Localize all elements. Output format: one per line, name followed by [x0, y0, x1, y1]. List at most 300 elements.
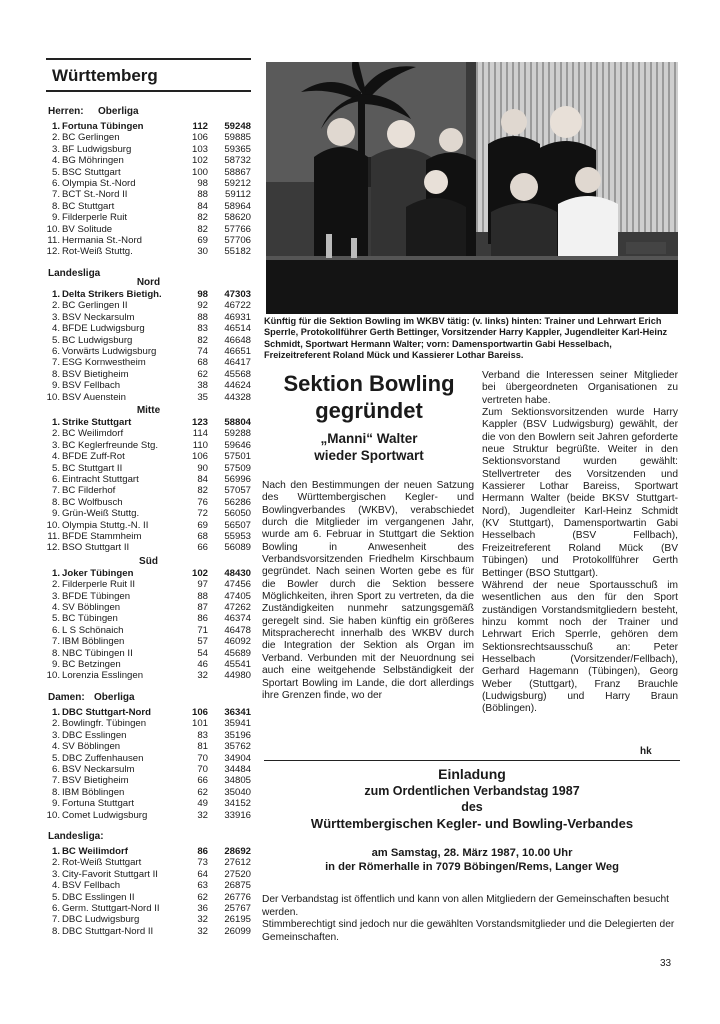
pins-cell: 26875: [224, 880, 251, 892]
rank-cell: 5.: [51, 613, 60, 625]
rank-cell: 8.: [51, 368, 60, 380]
table-row: [46, 235, 251, 246]
article-paragraph: Zum Sektionsvorsitzenden wurde Harry Kappler (BSV Ludwigsburg) gewählt, der die von den Bowlern seit Jahren geforderte neue Struktur begrüßte. Weiter in den Sektionsvorstand wurden gewählt: Stellvertreter des Vorsitzenden und Kassierer Lothar Bareiss, Sportwart Hermann Walter (beide BKSV Stuttgart-Nord), Jugendleiter Karl-Heinz Schmidt (KV Stuttgart), Damensportwartin Gabi Hesselbach (BSV Fellbach), Freizeitreferent Roland Mück (BV Tübingen) und Protokollführer Gerth Bettinger (BSO Stuttgart).: [482, 407, 678, 579]
points-cell: 98: [197, 178, 208, 190]
pins-cell: 47262: [224, 602, 251, 614]
points-cell: 86: [197, 613, 208, 625]
points-cell: 32: [197, 809, 208, 821]
landesliga-heading: [46, 268, 251, 281]
invitation-title: Einladung: [438, 766, 506, 782]
points-cell: 98: [197, 288, 208, 300]
table-row: [46, 300, 251, 311]
points-cell: 32: [197, 925, 208, 937]
rank-cell: 9.: [51, 380, 60, 392]
pins-cell: 56050: [224, 508, 251, 520]
page-number: 33: [660, 958, 672, 969]
pins-cell: 44328: [224, 391, 251, 403]
points-cell: 102: [191, 567, 208, 579]
pins-cell: 34484: [224, 763, 251, 775]
team-name-cell: BFDE Stammheim: [62, 531, 142, 542]
points-cell: 54: [197, 647, 208, 659]
points-cell: 86: [197, 845, 208, 857]
invitation-text: [262, 894, 682, 944]
pins-cell: 56089: [224, 542, 251, 554]
team-name-cell: Rot-Weiß Stuttgart: [62, 857, 142, 869]
pins-cell: 27612: [224, 857, 251, 869]
rank-cell: 9.: [51, 798, 60, 810]
article-headline: [262, 370, 476, 424]
table-row: [46, 670, 251, 681]
pins-cell: 58620: [224, 212, 251, 224]
invitation-line-4: Württembergischen Kegler- und Bowling-Verbandes: [310, 816, 634, 831]
team-name-cell: City-Favorit Stuttgart II: [62, 868, 158, 880]
team-name-cell: SV Böblingen: [62, 741, 121, 753]
rank-cell: 7.: [51, 189, 60, 201]
landesliga-sued-table: [46, 568, 251, 682]
headline-line-2: gegründet: [315, 398, 423, 423]
article-paragraph: Während der neue Sportausschuß im wesentlichen aus den für den Sport zuständigen Vorstandsmitgliedern besteht, hinzu kommt noch der Trainer und Lehrwart Erich Sperrle, gehören dem Sektionsrechtsausschuß an: Peter Hesselbach (Vorsitzender/Fellbach), Gerhard Hagemann (Tübingen), Georg Weber (Stuttgart), Franz Brauchle (Ludwigsburg) und Harry Braun (Böblingen).: [482, 579, 678, 715]
team-name-cell: BF Ludwigsburg: [62, 143, 132, 155]
pins-cell: 57501: [224, 451, 251, 463]
rank-cell: 2.: [51, 428, 60, 440]
points-cell: 46: [197, 659, 208, 671]
rank-cell: 4.: [51, 451, 60, 463]
team-name-cell: Hermania St.-Nord: [62, 235, 142, 247]
team-name-cell: BC Ludwigsburg: [62, 334, 133, 346]
team-name-cell: Joker Tübingen: [62, 567, 134, 579]
table-row: [46, 520, 251, 531]
herren-label: Herren:: [48, 106, 84, 117]
team-name-cell: BC Stuttgart: [62, 200, 115, 212]
pins-cell: 59885: [224, 132, 251, 144]
landesliga-label: Landesliga: [48, 267, 101, 279]
invitation-block: [262, 766, 682, 874]
points-cell: 112: [192, 121, 208, 132]
table-row: [46, 775, 251, 786]
points-cell: 106: [191, 132, 208, 144]
team-name-cell: Lorenzia Esslingen: [62, 670, 144, 682]
team-name-cell: Filderperle Ruit: [62, 212, 128, 224]
rank-cell: 3.: [51, 590, 60, 602]
points-cell: 90: [197, 462, 208, 474]
pins-cell: 46651: [224, 345, 251, 357]
pins-cell: 36341: [224, 706, 251, 718]
league-tables: [46, 58, 251, 939]
team-name-cell: IBM Böblingen: [62, 786, 125, 798]
table-row: [46, 914, 251, 925]
points-cell: 57: [197, 636, 208, 648]
rank-cell: 6.: [51, 763, 60, 775]
table-row: [46, 369, 251, 380]
table-row: [46, 474, 251, 485]
points-cell: 87: [197, 602, 208, 614]
pins-cell: 35941: [224, 718, 251, 730]
team-name-cell: Grün-Weiß Stuttg.: [62, 508, 140, 520]
pins-cell: 46514: [224, 323, 251, 335]
table-row: [46, 531, 251, 542]
article-subhead: [262, 430, 476, 464]
table-row: [46, 201, 251, 212]
rank-cell: 2.: [51, 579, 60, 591]
pins-cell: 57509: [224, 462, 251, 474]
rank-cell: 3.: [51, 439, 60, 451]
pins-cell: 44980: [224, 670, 251, 682]
rank-cell: 1.: [51, 416, 60, 428]
rank-cell: 1.: [51, 845, 60, 857]
points-cell: 32: [197, 670, 208, 682]
damen-oberliga-label: Oberliga: [94, 691, 135, 703]
points-cell: 101: [191, 718, 208, 730]
damen-landesliga-table: [46, 846, 251, 937]
table-row: [46, 636, 251, 647]
team-name-cell: BFDE Ludwigsburg: [62, 323, 145, 335]
rank-cell: 3.: [51, 143, 60, 155]
table-row: [46, 178, 251, 189]
points-cell: 83: [197, 729, 208, 741]
points-cell: 36: [197, 902, 208, 914]
article-paragraph: Verband die Interessen seiner Mitglieder bei übergeordneten Organisationen zu vertreten habe.: [482, 370, 678, 406]
rank-cell: 6.: [51, 902, 60, 914]
pins-cell: 58804: [224, 416, 251, 428]
pins-cell: 44624: [224, 380, 251, 392]
team-name-cell: Comet Ludwigsburg: [62, 809, 148, 821]
points-cell: 73: [197, 857, 208, 869]
team-name-cell: Fortuna Stuttgart: [62, 798, 134, 810]
team-name-cell: NBC Tübingen II: [62, 647, 133, 659]
rank-cell: 6.: [51, 178, 60, 190]
damen-label: Damen:: [48, 691, 85, 703]
pins-cell: 47303: [224, 288, 251, 300]
rank-cell: 1.: [51, 288, 60, 300]
pins-cell: 46478: [224, 624, 251, 636]
table-row: [46, 392, 251, 403]
points-cell: 106: [191, 451, 208, 463]
table-row: [46, 246, 251, 257]
points-cell: 88: [197, 189, 208, 201]
team-name-cell: BSV Fellbach: [62, 880, 121, 892]
rank-cell: 12.: [46, 246, 60, 258]
points-cell: 88: [197, 311, 208, 323]
table-row: [46, 892, 251, 903]
rank-cell: 8.: [51, 647, 60, 659]
damen-landesliga-label: Landesliga:: [48, 830, 104, 842]
points-cell: 32: [197, 914, 208, 926]
team-name-cell: BFDE Tübingen: [62, 590, 131, 602]
rank-cell: 1.: [51, 706, 60, 718]
team-name-cell: BC Gerlingen II: [62, 300, 128, 312]
damen-oberliga-table: [46, 707, 251, 821]
pins-cell: 58964: [224, 200, 251, 212]
points-cell: 35: [197, 391, 208, 403]
pins-cell: 26195: [224, 914, 251, 926]
points-cell: 114: [192, 428, 208, 440]
team-name-cell: BSV Fellbach: [62, 380, 121, 392]
pins-cell: 57057: [224, 485, 251, 497]
team-name-cell: Rot-Weiß Stuttg.: [62, 246, 133, 258]
rank-cell: 3.: [51, 311, 60, 323]
table-row: [46, 189, 251, 200]
rank-cell: 9.: [51, 508, 60, 520]
team-name-cell: Fortuna Tübingen: [62, 121, 144, 132]
damen-landesliga-heading: [46, 831, 251, 844]
pins-cell: 55953: [224, 531, 251, 542]
team-name-cell: BC Wolfbusch: [62, 496, 123, 508]
table-row: [46, 602, 251, 613]
points-cell: 81: [197, 741, 208, 753]
group-photo: [266, 62, 678, 314]
table-row: [46, 787, 251, 798]
team-name-cell: Filderperle Ruit II: [62, 579, 136, 591]
team-name-cell: Strike Stuttgart: [62, 416, 132, 428]
table-row: [46, 463, 251, 474]
points-cell: 69: [197, 519, 208, 531]
table-row: [46, 357, 251, 368]
landesliga-nord-table: [46, 289, 251, 403]
rank-cell: 12.: [46, 542, 60, 554]
team-name-cell: DBC Esslingen: [62, 729, 127, 741]
points-cell: 66: [197, 775, 208, 787]
pins-cell: 58867: [224, 166, 251, 178]
points-cell: 84: [197, 200, 208, 212]
rank-cell: 10.: [46, 391, 60, 403]
pins-cell: 46648: [224, 334, 251, 346]
table-row: [46, 212, 251, 223]
rank-cell: 10.: [46, 223, 60, 235]
team-name-cell: BC Filderhof: [62, 485, 116, 497]
table-row: [46, 224, 251, 235]
team-name-cell: BCT St.-Nord II: [62, 189, 128, 201]
rank-cell: 8.: [51, 496, 60, 508]
article-body-left: Nach den Bestimmungen der neuen Satzung des Württembergischen Kegler- und Bowlingverbandes (WKBV), verabschiedet durch die Mitglieder im vergangenen Jahr, wurde am 6. Februar in Stuttgart die Sektion Bowling in Anwesenheit des Verbandsvorsitzenden Friedhelm Kirschbaum gegründet. Nach seinen Worten gebe es für die Bowler durch die Sektion bessere Möglichkeiten, ihren Sport zu vertreten, da die Zuständigkeiten nunmehr satzungsgemäß geregelt sind. Sie haben künftig ein größeres Mitspracherecht innerhalb des WKBV durch die Integration der Sektion als Organ im Verband. Verbunden mit der Neuordnung sei auch eine weitgehende Selbständigkeit der Sportart Bowling im Lande, die dort allerdings ihre Grenzen finde, wo der: [262, 480, 474, 701]
team-name-cell: Vorwärts Ludwigsburg: [62, 345, 157, 357]
table-row: [46, 485, 251, 496]
table-row: [46, 857, 251, 868]
pins-cell: 57706: [224, 235, 251, 247]
region-heading: Württemberg: [46, 58, 251, 92]
team-name-cell: Bowlingfr. Tübingen: [62, 718, 147, 730]
subhead-line-2: wieder Sportwart: [314, 448, 424, 463]
pins-cell: 28692: [224, 845, 251, 857]
team-name-cell: BV Solitude: [62, 223, 113, 235]
author-signature: hk: [640, 746, 652, 757]
team-name-cell: BFDE Zuff-Rot: [62, 451, 125, 463]
rank-cell: 5.: [51, 752, 60, 764]
table-row: [46, 753, 251, 764]
team-name-cell: BC Weilimdorf: [62, 845, 128, 857]
team-name-cell: ESG Kornwestheim: [62, 357, 146, 369]
table-row: [46, 764, 251, 775]
rank-cell: 2.: [51, 857, 60, 869]
table-row: [46, 335, 251, 346]
points-cell: 70: [197, 752, 208, 764]
team-name-cell: DBC Esslingen II: [62, 891, 135, 903]
pins-cell: 47456: [224, 579, 251, 591]
points-cell: 71: [197, 624, 208, 636]
rank-cell: 8.: [51, 200, 60, 212]
rank-cell: 1.: [51, 121, 60, 132]
points-cell: 83: [197, 323, 208, 335]
rank-cell: 3.: [51, 729, 60, 741]
table-row: [46, 417, 251, 428]
table-row: [46, 810, 251, 821]
pins-cell: 59112: [225, 189, 251, 201]
article-body-right: [482, 370, 678, 716]
rank-cell: 6.: [51, 473, 60, 485]
pins-cell: 34805: [224, 775, 251, 787]
table-row: [46, 591, 251, 602]
team-name-cell: BSV Bietigheim: [62, 775, 129, 787]
pins-cell: 34904: [224, 752, 251, 764]
nord-label: Nord: [136, 276, 161, 288]
team-name-cell: BC Betzingen: [62, 659, 121, 671]
pins-cell: 59365: [224, 143, 251, 155]
invitation-date: am Samstag, 28. März 1987, 10.00 Uhr: [371, 847, 573, 859]
table-row: [46, 903, 251, 914]
points-cell: 97: [197, 579, 208, 591]
points-cell: 30: [197, 246, 208, 258]
landesliga-mitte-table: [46, 417, 251, 554]
team-name-cell: BSV Auenstein: [62, 391, 127, 403]
points-cell: 62: [197, 786, 208, 798]
rank-cell: 4.: [51, 880, 60, 892]
pins-cell: 59248: [224, 121, 251, 132]
team-name-cell: BC Gerlingen: [62, 132, 120, 144]
table-row: [46, 625, 251, 636]
table-row: [46, 718, 251, 729]
table-row: [46, 846, 251, 857]
pins-cell: 45689: [224, 647, 251, 659]
pins-cell: 46092: [224, 636, 251, 648]
points-cell: 38: [197, 380, 208, 392]
table-row: [46, 798, 251, 809]
pins-cell: 56507: [224, 519, 251, 531]
table-row: [46, 155, 251, 166]
rank-cell: 2.: [51, 132, 60, 144]
pins-cell: 45541: [224, 659, 251, 671]
points-cell: 82: [197, 212, 208, 224]
rank-cell: 6.: [51, 345, 60, 357]
table-row: [46, 323, 251, 334]
sued-label: Süd: [139, 555, 158, 567]
points-cell: 100: [191, 166, 208, 178]
table-row: [46, 167, 251, 178]
points-cell: 62: [197, 368, 208, 380]
points-cell: 103: [191, 143, 208, 155]
divider: [264, 760, 680, 761]
table-row: [46, 730, 251, 741]
rank-cell: 8.: [51, 925, 60, 937]
herren-oberliga-table: [46, 121, 251, 258]
pins-cell: 26099: [224, 925, 251, 937]
photo-caption: Künftig für die Sektion Bowling im WKBV tätig: (v. links) hinten: Trainer und Lehrwart Erich Sperrle, Protokollführer Gerth Bettinger, Vorsitzender Harry Kappler, Jugendleiter Karl-Heinz Schmidt, Sportwart Hermann Walter; vorn: Damensportwartin Gabi Hesselbach, Freizeitreferent Roland Mück und Kassierer Lothar Bareiss.: [264, 316, 668, 361]
team-name-cell: BSV Neckarsulm: [62, 311, 135, 323]
oberliga-label: Oberliga: [98, 106, 139, 117]
points-cell: 68: [197, 531, 208, 542]
table-row: [46, 428, 251, 439]
damen-oberliga-heading: [46, 692, 251, 705]
table-row: [46, 144, 251, 155]
table-row: [46, 132, 251, 143]
rank-cell: 9.: [51, 212, 60, 224]
points-cell: 76: [197, 496, 208, 508]
table-row: [46, 648, 251, 659]
points-cell: 62: [197, 891, 208, 903]
pins-cell: 46931: [224, 311, 251, 323]
table-row: [46, 451, 251, 462]
points-cell: 102: [191, 155, 208, 167]
rank-cell: 4.: [51, 323, 60, 335]
rank-cell: 10.: [46, 809, 60, 821]
points-cell: 68: [197, 357, 208, 369]
points-cell: 49: [197, 798, 208, 810]
table-row: [46, 508, 251, 519]
pins-cell: 46722: [224, 300, 251, 312]
table-row: [46, 568, 251, 579]
pins-cell: 25767: [224, 902, 251, 914]
table-row: [46, 440, 251, 451]
rank-cell: 5.: [51, 891, 60, 903]
points-cell: 64: [197, 868, 208, 880]
pins-cell: 27520: [224, 868, 251, 880]
rank-cell: 3.: [51, 868, 60, 880]
pins-cell: 46374: [224, 613, 251, 625]
table-row: [46, 312, 251, 323]
table-row: [46, 380, 251, 391]
team-name-cell: Eintracht Stuttgart: [62, 473, 139, 485]
rank-cell: 2.: [51, 300, 60, 312]
rank-cell: 11.: [47, 531, 60, 542]
team-name-cell: Olympia St.-Nord: [62, 178, 136, 190]
table-row: [46, 579, 251, 590]
table-row: [46, 869, 251, 880]
points-cell: 82: [197, 485, 208, 497]
team-name-cell: DBC Ludwigsburg: [62, 914, 140, 926]
rank-cell: 8.: [51, 786, 60, 798]
points-cell: 123: [191, 416, 208, 428]
pins-cell: 59646: [224, 439, 251, 451]
team-name-cell: BG Möhringen: [62, 155, 124, 167]
invitation-text-1: Der Verbandstag ist öffentlich und kann von allen Mitgliedern der Gemeinschaften besucht werden.: [262, 894, 669, 918]
invitation-line-3: des: [461, 800, 483, 814]
rank-cell: 7.: [51, 357, 60, 369]
team-name-cell: L S Schönaich: [62, 624, 124, 636]
team-name-cell: Delta Strikers Bietigh.: [62, 288, 162, 300]
herren-oberliga-heading: [46, 106, 251, 119]
rank-cell: 5.: [51, 334, 60, 346]
pins-cell: 59212: [224, 178, 251, 190]
rank-cell: 4.: [51, 155, 60, 167]
pins-cell: 46417: [224, 357, 251, 369]
points-cell: 72: [197, 508, 208, 520]
rank-cell: 5.: [51, 462, 60, 474]
team-name-cell: BSO Stuttgart II: [62, 542, 130, 554]
rank-cell: 6.: [51, 624, 60, 636]
pins-cell: 34152: [224, 798, 251, 810]
team-name-cell: Olympia Stuttg.-N. II: [62, 519, 149, 531]
rank-cell: 10.: [46, 519, 60, 531]
table-row: [46, 497, 251, 508]
table-row: [46, 542, 251, 553]
team-name-cell: SV Böblingen: [62, 602, 121, 614]
points-cell: 70: [197, 763, 208, 775]
points-cell: 106: [191, 706, 208, 718]
team-name-cell: BC Keglerfreunde Stg.: [62, 439, 158, 451]
rank-cell: 4.: [51, 602, 60, 614]
mitte-label: Mitte: [136, 404, 161, 416]
team-name-cell: Germ. Stuttgart-Nord II: [62, 902, 160, 914]
pins-cell: 35040: [224, 786, 251, 798]
pins-cell: 59288: [224, 428, 251, 440]
